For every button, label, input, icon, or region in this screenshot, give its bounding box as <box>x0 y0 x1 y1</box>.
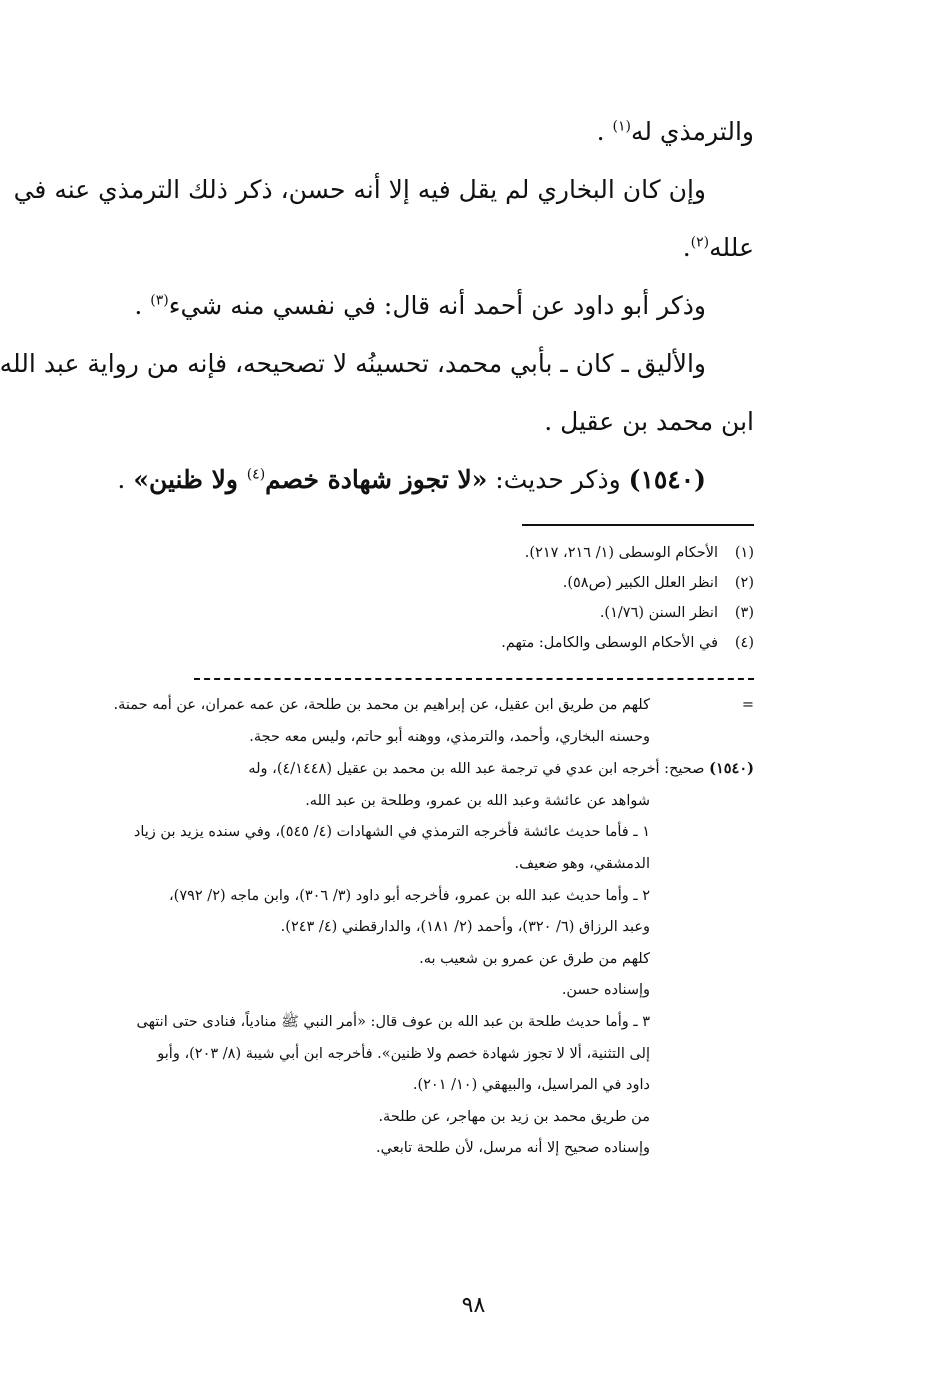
line-text: والترمذي له <box>630 117 754 146</box>
note-line: ١ ـ فأما حديث عائشة فأخرجه الترمذي في الشهادات (٤/ ٥٤٥)، وفي سنده يزيد بن زياد <box>133 824 650 841</box>
line-end: . <box>134 291 151 320</box>
note-line: وحسنه البخاري، وأحمد، والترمذي، ووهنه أبو حاتم، وليس معه حجة. <box>249 728 650 745</box>
line-text: ابن محمد بن عقيل . <box>544 407 754 436</box>
page-number: ٩٨ <box>461 1293 486 1318</box>
footnote-text: انظر العلل الكبير (ص٥٨). <box>562 575 718 591</box>
footnotes <box>194 538 754 658</box>
note-line: إلى التثنية، ألا لا تجوز شهادة خصم ولا ظنين». فأخرجه ابن أبي شيبة (٨/ ٢٠٣)، وأبو <box>157 1045 650 1062</box>
line-text: وإن كان البخاري لم يقل فيه إلا أنه حسن، ذكر ذلك الترمذي عنه في <box>13 175 706 204</box>
hadith-number: (١٥٤٠) <box>628 465 706 494</box>
main-line <box>13 161 754 219</box>
main-text <box>0 103 754 509</box>
note-line: كلهم من طريق ابن عقيل، عن إبراهيم بن محمد بن طلحة، عن عمه عمران، عن أمه حمنة. <box>113 697 650 713</box>
note-line: ٣ ـ وأما حديث طلحة بن عبد الله بن عوف قال: «أمر النبي ﷺ منادياً، فنادى حتى انتهى <box>136 1013 650 1030</box>
hadith-line <box>44 451 754 509</box>
continuation-marker: = <box>741 697 754 713</box>
note-line: ٢ ـ وأما حديث عبد الله بن عمرو، فأخرجه أبو داود (٣/ ٣٠٦)، وابن ماجه (٢/ ٧٩٢)، <box>168 887 650 904</box>
dashed-separator <box>194 678 754 680</box>
hadith-number-ref: (١٥٤٠) <box>709 760 754 778</box>
footnote-ref: (٣) <box>150 292 169 309</box>
note-line: شواهد عن عائشة وعبد الله بن عمرو، وطلحة بن عبد الله. <box>305 792 650 809</box>
footnote <box>194 568 754 598</box>
footnote-ref: (١) <box>612 118 631 135</box>
main-line <box>44 103 754 161</box>
footnote-number: (٣) <box>734 605 754 621</box>
note-line: وإسناده حسن. <box>561 982 650 999</box>
continued-notes <box>44 690 754 1165</box>
note-line: وعبد الرزاق (٦/ ٣٢٠)، وأحمد (٢/ ١٨١)، والدارقطني (٤/ ٢٤٣). <box>280 919 650 936</box>
main-line <box>44 219 754 277</box>
line-text: علله <box>709 233 754 262</box>
note-line: (١٥٤٠) صحيح: أخرجه ابن عدي في ترجمة عبد الله بن محمد بن عقيل (٤/١٤٤٨)، وله <box>248 760 754 778</box>
main-line <box>44 393 754 451</box>
hadith-quote: «لا تجوز شهادة خصم <box>265 465 488 494</box>
note-line: داود في المراسيل، والبيهقي (١٠/ ٢٠١). <box>412 1077 650 1094</box>
footnote-number: (١) <box>734 545 754 561</box>
note-line: وإسناده صحيح إلا أنه مرسل، لأن طلحة تابعي. <box>376 1140 650 1157</box>
note-line: من طريق محمد بن زيد بن مهاجر، عن طلحة. <box>378 1108 650 1125</box>
main-line <box>44 277 754 335</box>
footnote-ref: (٤) <box>246 466 266 483</box>
footnote-number: (٢) <box>734 575 754 591</box>
line-text: والأليق ـ كان ـ بأبي محمد، تحسينُه لا تصحيحه، فإنه من رواية عبد الله <box>0 349 706 378</box>
main-line <box>0 335 754 393</box>
footnote <box>194 598 754 628</box>
line-end: . <box>596 117 613 146</box>
footnote-separator <box>522 524 754 526</box>
footnote <box>194 628 754 658</box>
footnote-text: في الأحكام الوسطى والكامل: متهم. <box>501 635 718 651</box>
hadith-quote-end: ولا ظنين» <box>133 465 247 494</box>
footnote-text: الأحكام الوسطى (١/ ٢١٦، ٢١٧). <box>524 545 718 561</box>
line-end: . <box>682 233 691 262</box>
footnote-number: (٤) <box>734 635 754 651</box>
hadith-intro: وذكر حديث: <box>487 465 629 494</box>
line-end: . <box>117 465 134 494</box>
footnote <box>194 538 754 568</box>
note-line: الدمشقي، وهو ضعيف. <box>514 855 650 872</box>
footnote-ref: (٢) <box>690 234 710 251</box>
line-text: وذكر أبو داود عن أحمد أنه قال: في نفسي منه شيء <box>168 291 706 320</box>
footnote-text: انظر السنن (١/٧٦). <box>599 605 718 621</box>
note-line: كلهم من طرق عن عمرو بن شعيب به. <box>419 950 650 967</box>
